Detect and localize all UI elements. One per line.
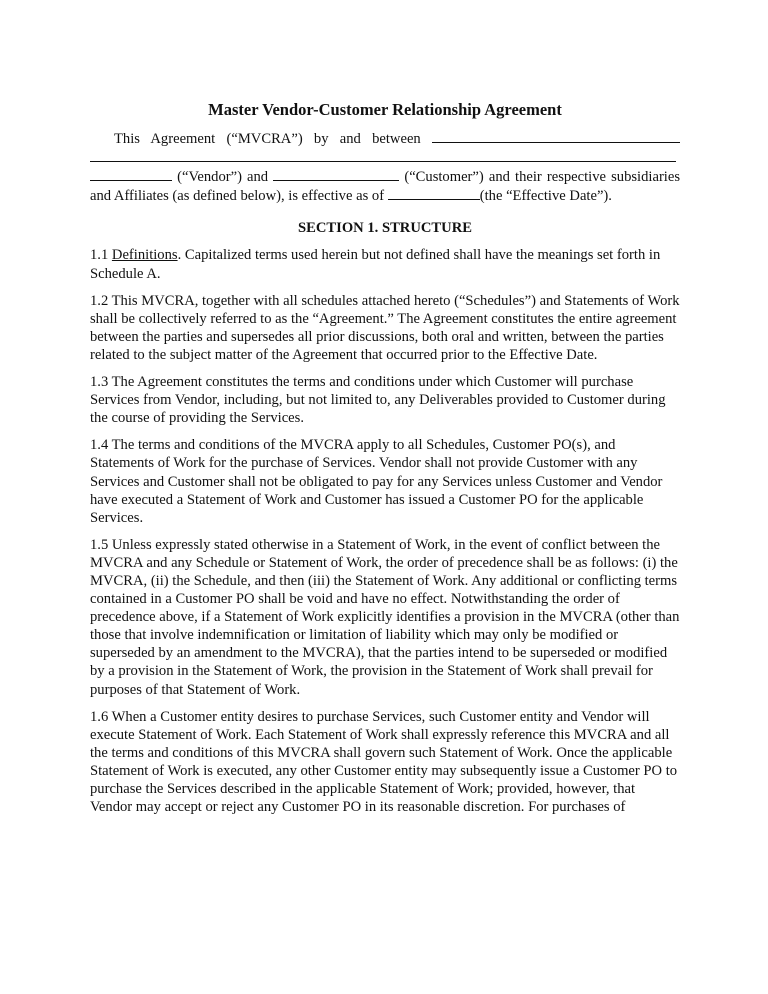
vendor-name-blank (90, 167, 172, 181)
party-blank-line-2 (90, 148, 676, 162)
clause-1-3: 1.3 The Agreement constitutes the terms and conditions under which Customer will purchase Services from Vendor, including, but not limited to, any Deliverables provided to Customer during the course of providing the Services. (90, 374, 666, 427)
effective-date-blank (388, 186, 480, 200)
clause-1-6: 1.6 When a Customer entity desires to purchase Services, such Customer entity and Vendor will execute Statement of Work. Each Statement of Work shall expressly reference this MVCRA and all the terms and conditions of this MVCRA shall govern such Statement of Work. Once the applicable Statement of Work is executed, any other Customer entity may subsequently issue a Customer PO to purchase the Services described in the applicable Statement of Work; provided, however, that Vendor may accept or reject any Customer PO in its reasonable discretion. For purchases of (90, 708, 678, 816)
clause-1-4: 1.4 The terms and conditions of the MVCRA apply to all Schedules, Customer PO(s), and Statements of Work for the purchase of Services. Vendor shall not provide Customer with any Services and Customer shall not be obligated to pay for any Services unless Customer and Vendor have executed a Statement of Work and Customer has issued a Customer PO for the applicable Services. (90, 437, 663, 526)
definitions-term: Definitions (111, 247, 178, 264)
intro-paragraph (90, 129, 680, 205)
clause-1-2: 1.2 This MVCRA, together with all schedules attached hereto (“Schedules”) and Statements of Work shall be collectively referred to as the “Agreement.” The Agreement constitutes the entire agreement between the parties and supersedes all prior discussions, both oral and written, between the parties related to the subject matter of the Agreement that occurred prior to the Effective Date. (90, 292, 680, 363)
clause-1-1-text: . Capitalized terms used herein but not defined shall have the meanings set forth in Schedule A. (90, 247, 661, 282)
intro-text-1: This Agreement (“MVCRA”) by and between (114, 131, 421, 147)
customer-name-blank (273, 167, 399, 181)
intro-text-2: (“Vendor”) and (177, 169, 269, 186)
clause-1-1 (90, 246, 680, 282)
clause-1-1-number: 1.1 (90, 247, 109, 264)
intro-text-3: (“Customer”) and their respective subsidiaries and Affiliates (as defined below), is effective as of (90, 169, 681, 205)
party-blank-line-1 (432, 129, 680, 143)
intro-text-4: (the “Effective Date”). (479, 188, 612, 205)
document-page (90, 100, 680, 825)
clause-1-5: 1.5 Unless expressly stated otherwise in a Statement of Work, in the event of conflict between the MVCRA and any Schedule or Statement of Work, the order of precedence shall be as follows: (i) the MVCRA, (ii) the Schedule, and then (iii) the Statement of Work. Any additional or conflicting terms contained in a Customer PO shall be void and have no effect. Notwithstanding the order of precedence above, if a Statement of Work explicitly identifies a provision in the MVCRA (other than those that involve indemnification or limitation of liability which may only be modified or superseded by an amendment to the MVCRA), that the parties intend to be superseded or modified by a provision in the Statement of Work, the provision in the Statement of Work shall prevail for purposes of that Statement of Work. (90, 536, 680, 698)
section-1-heading: SECTION 1. STRUCTURE (298, 220, 472, 237)
document-title: Master Vendor-Customer Relationship Agreement (208, 100, 562, 119)
